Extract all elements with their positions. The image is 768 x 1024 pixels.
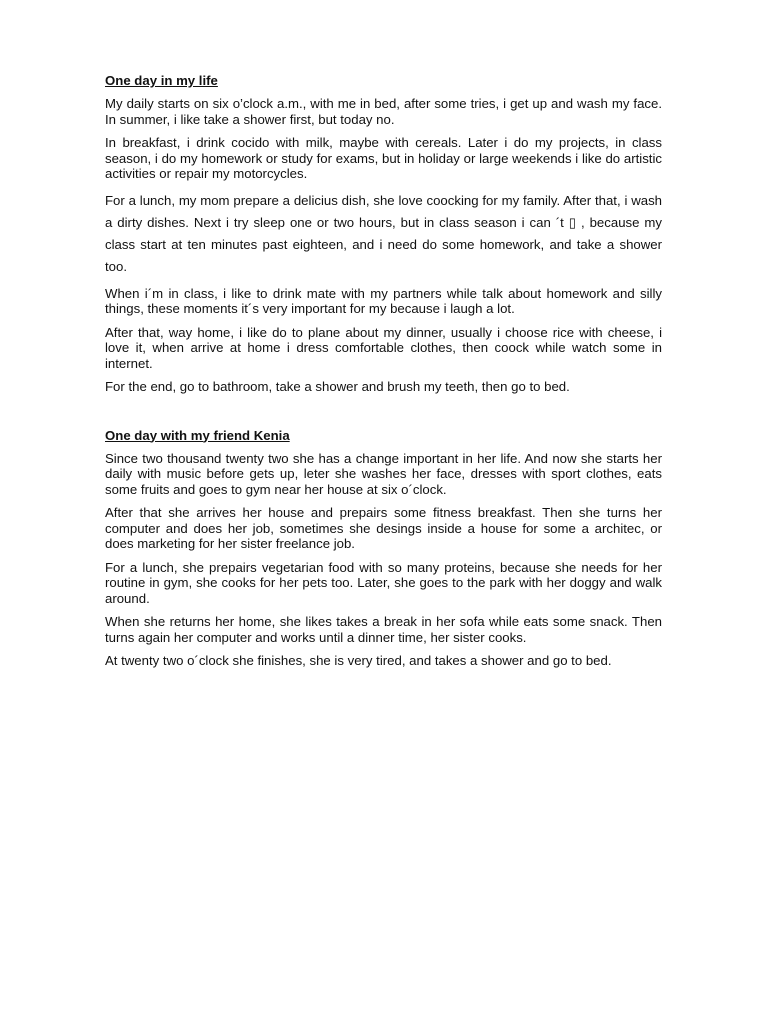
section-spacer: [105, 403, 662, 428]
paragraph: After that, way home, i like do to plane about my dinner, usually i choose rice with cheese, i love it, when arrive at home i dress comfortable clothes, then coock while watch some in internet.: [105, 324, 662, 371]
paragraph: At twenty two o´clock she finishes, she is very tired, and takes a shower and go to bed.: [105, 653, 612, 668]
section-friend-kenia: [105, 428, 662, 669]
section-my-life: [105, 73, 662, 395]
paragraph: Since two thousand twenty two she has a change important in her life. And now she starts her daily with music before gets up, leter she washes her face, dresses with sport clothes, eats some fruits and goes to gym near her house at six o´clock.: [105, 450, 662, 497]
paragraph: For a lunch, she prepairs vegetarian food with so many proteins, because she needs for her routine in gym, she cooks for her pets too. Later, she goes to the park with her doggy and walk around.: [105, 559, 662, 606]
paragraph: In breakfast, i drink cocido with milk, maybe with cereals. Later i do my projects, in class season, i do my homework or study for exams, but in holiday or large weekends i like do artistic activities or repair my motorcycles.: [105, 135, 662, 181]
document-page: [105, 73, 662, 677]
paragraph: When i´m in class, i like to drink mate with my partners while talk about homework and silly things, these moments it´s very important for my because i laugh a lot.: [105, 285, 662, 316]
paragraph: After that she arrives her house and prepairs some fitness breakfast. Then she turns her computer and does her job, sometimes she desings inside a house for some a architec, or does marketing for her sister freelance job.: [105, 505, 662, 551]
section-title: One day in my life: [105, 73, 218, 88]
paragraph: My daily starts on six o’clock a.m., with me in bed, after some tries, i get up and wash my face. In summer, i like take a shower first, but today no.: [105, 96, 662, 127]
paragraph: When she returns her home, she likes takes a break in her sofa while eats some snack. Then turns again her computer and works until a dinner time, her sister cooks.: [105, 614, 662, 645]
paragraph: For a lunch, my mom prepare a delicius dish, she love coocking for my family. After that, i wash a dirty dishes. Next i try sleep one or two hours, but in class season i can ´t ▯ , because my class start at ten minutes past eighteen, and i need do some homework, and take a shower too.: [105, 192, 662, 274]
paragraph: For the end, go to bathroom, take a shower and brush my teeth, then go to bed.: [105, 379, 570, 394]
section-title: One day with my friend Kenia: [105, 427, 290, 443]
